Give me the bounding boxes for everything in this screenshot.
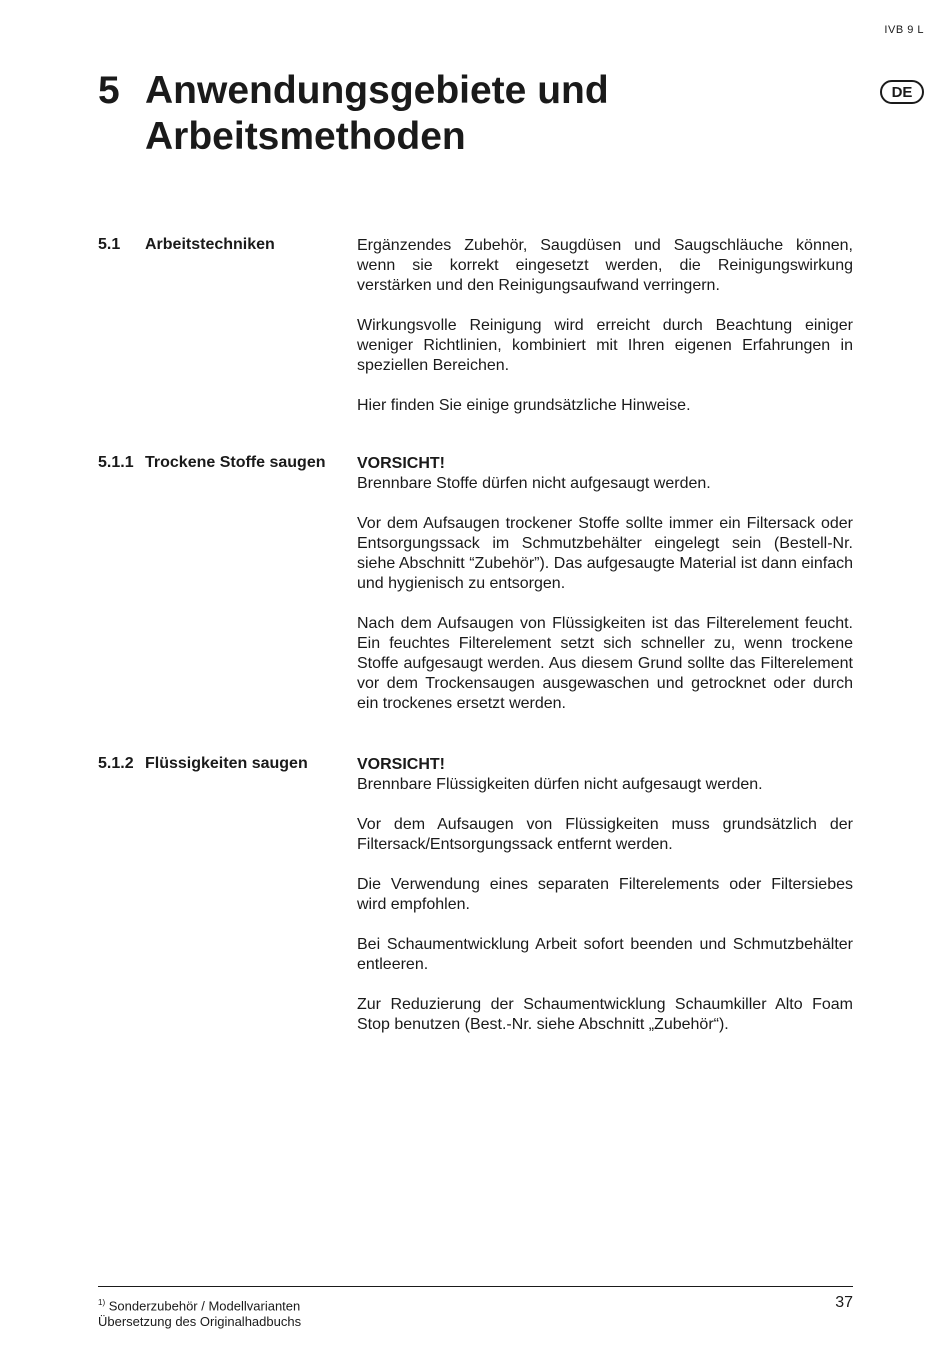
footnote	[98, 1295, 301, 1314]
body-paragraph: Die Verwendung eines separaten Filterelements oder Filtersiebes wird empfohlen.	[357, 876, 853, 913]
body-paragraph: Hier finden Sie einige grundsätzliche Hinweise.	[357, 397, 691, 414]
caution-block	[357, 454, 853, 494]
footnote-marker: 1)	[98, 1298, 106, 1307]
section-heading	[98, 236, 275, 254]
chapter-number: 5	[98, 69, 120, 112]
caution-block	[357, 755, 853, 795]
section-number: 5.1.1	[98, 454, 134, 471]
body-paragraph: Nach dem Aufsaugen von Flüssigkeiten ist das Filterelement feucht. Ein feuchtes Filterelement setzt sich schneller zu, wenn trockene Stoffe aufgesaugt werden. Aus diesem Grund sollte das Filterelement vor dem Trockensaugen ausgewaschen und getrocknet oder durch ein trockenes ersetzt werden.	[357, 615, 853, 712]
section-heading	[98, 755, 308, 773]
page-number: 37	[835, 1294, 853, 1311]
body-paragraph: Ergänzendes Zubehör, Saugdüsen und Saugschläuche können, wenn sie korrekt eingesetzt werden, die Reinigungswirkung verstärken und den Reinigungsaufwand verringern.	[357, 237, 853, 294]
section-body	[357, 236, 853, 416]
body-paragraph: Wirkungsvolle Reinigung wird erreicht durch Beachtung einiger weniger Richtlinien, kombiniert mit Ihren eigenen Erfahrungen in speziellen Bereichen.	[357, 317, 853, 374]
caution-label: VORSICHT!	[357, 455, 445, 472]
chapter-title	[145, 68, 609, 160]
chapter-heading	[98, 68, 609, 160]
footer-notes	[98, 1295, 301, 1330]
section-body	[357, 454, 853, 714]
section-title: Arbeitstechniken	[145, 236, 275, 253]
caution-text: Brennbare Flüssigkeiten dürfen nicht aufgesaugt werden.	[357, 776, 763, 793]
body-paragraph: Zur Reduzierung der Schaumentwicklung Schaumkiller Alto Foam Stop benutzen (Best.-Nr. siehe Abschnitt „Zubehör“).	[357, 996, 853, 1033]
footnote-text: Sonderzubehör / Modellvarianten	[105, 1298, 301, 1314]
language-badge: DE	[880, 80, 924, 104]
body-paragraph: Vor dem Aufsaugen trockener Stoffe sollte immer ein Filtersack oder Entsorgungssack im Schmutzbehälter eingelegt sein (Bestell-Nr. siehe Abschnitt “Zubehör”). Das aufgesaugte Material ist dann einfach und hygienisch zu entsorgen.	[357, 515, 853, 592]
section-number: 5.1.2	[98, 755, 134, 772]
body-paragraph: Vor dem Aufsaugen von Flüssigkeiten muss grundsätzlich der Filtersack/Entsorgungssack entfernt werden.	[357, 816, 853, 853]
caution-text: Brennbare Stoffe dürfen nicht aufgesaugt werden.	[357, 475, 711, 492]
translation-note: Übersetzung des Originalhadbuchs	[98, 1314, 302, 1330]
body-paragraph: Bei Schaumentwicklung Arbeit sofort beenden und Schmutzbehälter entleeren.	[357, 936, 853, 973]
chapter-title-line-1: Anwendungsgebiete und	[145, 69, 609, 112]
section-heading	[98, 454, 326, 472]
footer-divider	[98, 1286, 853, 1287]
section-title: Flüssigkeiten saugen	[145, 755, 308, 772]
section-title: Trockene Stoffe saugen	[145, 454, 326, 471]
section-number: 5.1	[98, 236, 121, 253]
chapter-title-line-2: Arbeitsmethoden	[145, 115, 466, 158]
section-body	[357, 755, 853, 1035]
model-code: IVB 9 L	[884, 24, 924, 36]
caution-label: VORSICHT!	[357, 756, 445, 773]
